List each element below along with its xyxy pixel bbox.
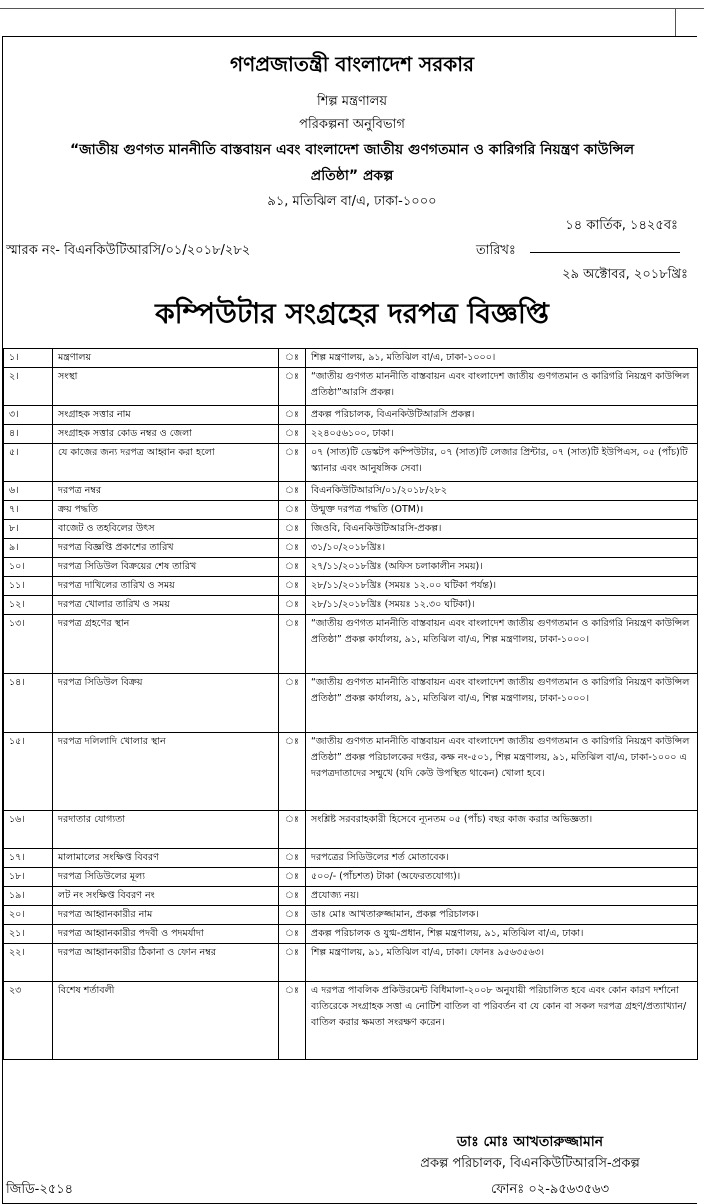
row-value: দরপত্রের সিডিউলের শর্ত মোতাবেক।	[306, 849, 698, 868]
tender-details-rows	[4, 349, 698, 1060]
row-separator: ঃ	[279, 558, 306, 577]
row-separator: ঃ	[279, 482, 306, 501]
gd-number: জিডি-২৫১৪	[6, 1182, 74, 1197]
row-label: দরপত্র দলিলাদি খোলার স্থান	[53, 733, 279, 811]
row-label: দরপত্র বিজ্ঞপ্তি প্রকাশের তারিখ	[53, 539, 279, 558]
notice-title: কম্পিউটার সংগ্রহের দরপত্র বিজ্ঞপ্তি	[155, 297, 549, 330]
row-value: শিল্প মন্ত্রণালয়, ৯১, মতিঝিল বা/এ, ঢাকা-১০০০।	[306, 349, 698, 368]
tender-details-table	[3, 348, 698, 1060]
row-value: ডাঃ মোঃ আখতারুজ্জামান, প্রকল্প পরিচালক।	[306, 906, 698, 925]
row-separator: ঃ	[279, 733, 306, 811]
row-value: জিওবি, বিএনকিউটিআরসি-প্রকল্প।	[306, 520, 698, 539]
row-label: মন্ত্রণালয়	[53, 349, 279, 368]
row-value: “জাতীয় গুণগত মাননীতি বাস্তবায়ন এবং বাংলাদেশ জাতীয় গুণগতমান ও কারিগরি নিয়ন্ত্রণ কাউন্সিল প্রতিষ্ঠা”আরসি প্রকল্প।	[306, 368, 698, 406]
row-value: শিল্প মন্ত্রণালয়, ৯১, মতিঝিল বা/এ, ঢাকা। ফোনঃ ৯৫৬৩৫৬৩।	[306, 944, 698, 982]
row-value: প্রযোজ্য নয়।	[306, 887, 698, 906]
date-label: তারিখঃ	[476, 243, 516, 258]
row-value: ৩১/১০/২০১৮খ্রিঃ।	[306, 539, 698, 558]
table-row	[4, 482, 698, 501]
row-number: ১৩।	[4, 615, 53, 674]
row-value: “জাতীয় গুণগত মাননীতি বাস্তবায়ন এবং বাংলাদেশ জাতীয় গুণগতমান ও কারিগরি নিয়ন্ত্রণ কাউন্সিল প্রতিষ্ঠা” প্রকল্প কার্যালয়, ৯১, মতিঝিল বা/এ, শিল্প মন্ত্রণালয়, ঢাকা-১০০০।	[306, 615, 698, 674]
row-separator: ঃ	[279, 406, 306, 425]
row-separator: ঃ	[279, 520, 306, 539]
row-label: বাজেট ও তহবিলের উৎস	[53, 520, 279, 539]
table-row	[4, 674, 698, 733]
row-label: দরপত্র গ্রহণের স্থান	[53, 615, 279, 674]
row-number: ২০।	[4, 906, 53, 925]
row-number: ৮।	[4, 520, 53, 539]
row-value: সংশ্লিষ্ট সরবরাহকারী হিসেবে ন্যূনতম ০৫ (পাঁচ) বছর কাজ করার অভিজ্ঞতা।	[306, 811, 698, 849]
row-number: ২১।	[4, 925, 53, 944]
row-value: ২৮/১১/২০১৮খ্রিঃ (সময়ঃ ১২.০০ ঘটিকা পর্যন্ত)।	[306, 577, 698, 596]
row-value: প্রকল্প পরিচালক, বিএনকিউটিআরসি প্রকল্প।	[306, 406, 698, 425]
row-separator: ঃ	[279, 615, 306, 674]
row-label: দরপত্র নম্বর	[53, 482, 279, 501]
row-label: ক্রয় পদ্ধতি	[53, 501, 279, 520]
signatory-designation: প্রকল্প পরিচালক, বিএনকিউটিআরসি-প্রকল্প	[420, 1156, 640, 1171]
table-row	[4, 520, 698, 539]
table-row	[4, 868, 698, 887]
table-row	[4, 596, 698, 615]
row-label: মালামালের সংক্ষিপ্ত বিবরণ	[53, 849, 279, 868]
row-label: লট নং সংক্ষিপ্ত বিবরণ নং	[53, 887, 279, 906]
row-number: ৯।	[4, 539, 53, 558]
table-row	[4, 349, 698, 368]
row-separator: ঃ	[279, 349, 306, 368]
ministry-name: শিল্প মন্ত্রণালয়	[316, 94, 388, 109]
row-separator: ঃ	[279, 577, 306, 596]
row-number: ৬।	[4, 482, 53, 501]
row-separator: ঃ	[279, 849, 306, 868]
row-value: ২৭/১১/২০১৮খ্রিঃ (অফিস চলাকালীন সময়)।	[306, 558, 698, 577]
row-separator: ঃ	[279, 368, 306, 406]
signatory-name: ডাঃ মোঃ আখতারুজ্জামান	[456, 1134, 604, 1150]
row-label: দরপত্র দাখিলের তারিখ ও সময়	[53, 577, 279, 596]
row-value: এ দরপত্র পাবলিক প্রকিউরমেন্ট বিধিমালা-২০০৮ অনুযায়ী পরিচালিত হবে এবং কোন কারণ দর্শানো ব্যতিরেকে সংগ্রাহক সত্তা এ নোটিশ বাতিল বা পরিবর্তন বা যে কোন বা সকল দরপত্র গ্রহণ/প্রত্যাখ্যান/বাতিল করার ক্ষমতা সংরক্ষণ করেন।	[306, 982, 698, 1060]
row-separator: ঃ	[279, 982, 306, 1060]
row-value: বিএনকিউটিআরসি/০১/২০১৮/২৮২	[306, 482, 698, 501]
table-row	[4, 849, 698, 868]
row-label: দরদাতার যোগ্যতা	[53, 811, 279, 849]
table-row	[4, 368, 698, 406]
row-number: ৪।	[4, 425, 53, 444]
row-value: “জাতীয় গুণগত মাননীতি বাস্তবায়ন এবং বাংলাদেশ জাতীয় গুণগতমান ও কারিগরি নিয়ন্ত্রণ কাউন্সিল প্রতিষ্ঠা” প্রকল্প কার্যালয়, ৯১, মতিঝিল বা/এ, শিল্প মন্ত্রণালয়, ঢাকা-১০০০।	[306, 674, 698, 733]
table-row	[4, 501, 698, 520]
table-row	[4, 906, 698, 925]
row-label: দরপত্র সিডিউলের মূল্য	[53, 868, 279, 887]
memo-reference: স্মারক নং- বিএনকিউটিআরসি/০১/২০১৮/২৮২	[6, 243, 251, 258]
row-number: ২২।	[4, 944, 53, 982]
table-row	[4, 425, 698, 444]
row-number: ২৩	[4, 982, 53, 1060]
table-row	[4, 944, 698, 982]
row-number: ৭।	[4, 501, 53, 520]
row-number: ১১।	[4, 577, 53, 596]
row-number: ৩।	[4, 406, 53, 425]
row-separator: ঃ	[279, 501, 306, 520]
row-separator: ঃ	[279, 596, 306, 615]
office-address: ৯১, মতিঝিল বা/এ, ঢাকা-১০০০	[267, 194, 437, 209]
row-label: সংস্থা	[53, 368, 279, 406]
row-separator: ঃ	[279, 868, 306, 887]
row-label: দরপত্র সিডিউল বিক্রয়ের শেষ তারিখ	[53, 558, 279, 577]
table-row	[4, 887, 698, 906]
row-number: ১২।	[4, 596, 53, 615]
table-row	[4, 539, 698, 558]
row-value: প্রকল্প পরিচালক ও যুগ্ম-প্রধান, শিল্প মন্ত্রণালয়, ৯১, মতিঝিল বা/এ, ঢাকা।	[306, 925, 698, 944]
table-row	[4, 615, 698, 674]
table-row	[4, 406, 698, 425]
row-number: ২।	[4, 368, 53, 406]
row-number: ১৭।	[4, 849, 53, 868]
table-row	[4, 811, 698, 849]
signatory-phone: ফোনঃ ০২-৯৫৬৩৫৬৩	[490, 1182, 610, 1197]
top-rule	[0, 8, 704, 9]
row-label: দরপত্র সিডিউল বিক্রয়	[53, 674, 279, 733]
row-value: ২৮/১১/২০১৮খ্রিঃ (সময়ঃ ১২.৩০ ঘটিকা)।	[306, 596, 698, 615]
row-separator: ঃ	[279, 444, 306, 482]
row-separator: ঃ	[279, 887, 306, 906]
row-number: ১।	[4, 349, 53, 368]
government-heading: গণপ্রজাতন্ত্রী বাংলাদেশ সরকার	[230, 52, 474, 76]
row-label: বিশেষ শর্তাবলী	[53, 982, 279, 1060]
row-label: দরপত্র আহ্বানকারীর পদবী ও পদমর্যাদা	[53, 925, 279, 944]
table-row	[4, 577, 698, 596]
row-number: ৫।	[4, 444, 53, 482]
top-corner-rule	[675, 8, 696, 36]
row-label: যে কাজের জন্য দরপত্র আহ্বান করা হলো	[53, 444, 279, 482]
row-label: সংগ্রাহক সত্তার কোড নম্বর ও জেলা	[53, 425, 279, 444]
row-label: সংগ্রাহক সত্তার নাম	[53, 406, 279, 425]
row-number: ১৯।	[4, 887, 53, 906]
row-label: দরপত্র আহ্বানকারীর নাম	[53, 906, 279, 925]
row-separator: ঃ	[279, 539, 306, 558]
row-label: দরপত্র খোলার তারিখ ও সময়	[53, 596, 279, 615]
row-value: ৫০০/- (পাঁচশত) টাকা (অফেরতযোগ্য)।	[306, 868, 698, 887]
row-value: ২২৪০৫৬১০০, ঢাকা।	[306, 425, 698, 444]
project-title-line1: “জাতীয় গুণগত মাননীতি বাস্তবায়ন এবং বাংলাদেশ জাতীয় গুণগতমান ও কারিগরি নিয়ন্ত্রণ কাউন্সিল	[69, 142, 635, 158]
row-separator: ঃ	[279, 925, 306, 944]
table-row	[4, 733, 698, 811]
row-value: “জাতীয় গুণগত মাননীতি বাস্তবায়ন এবং বাংলাদেশ জাতীয় গুণগতমান ও কারিগরি নিয়ন্ত্রণ কাউন্সিল প্রতিষ্ঠা” প্রকল্প পরিচালকের দপ্তর, কক্ষ নং-৫০১, শিল্প মন্ত্রণালয়, ৯১, মতিঝিল বা/এ, ঢাকা-১০০০ এ দরপত্রদাতাদের সম্মুখে (যদি কেউ উপস্থিত থাকেন) খোলা হবে।	[306, 733, 698, 811]
division-name: পরিকল্পনা অনুবিভাগ	[299, 117, 405, 132]
row-number: ১০।	[4, 558, 53, 577]
table-row	[4, 925, 698, 944]
row-separator: ঃ	[279, 811, 306, 849]
row-number: ১৬।	[4, 811, 53, 849]
project-title-line2: প্রতিষ্ঠা” প্রকল্প	[310, 168, 394, 184]
row-value: উন্মুক্ত দরপত্র পদ্ধতি (OTM)।	[306, 501, 698, 520]
row-number: ১৫।	[4, 733, 53, 811]
row-separator: ঃ	[279, 425, 306, 444]
date-bangla: ১৪ কার্তিক, ১৪২৫বঃ	[565, 218, 678, 233]
table-row	[4, 558, 698, 577]
row-separator: ঃ	[279, 674, 306, 733]
date-english: ২৯ অক্টোবর, ২০১৮খ্রিঃ	[562, 267, 688, 282]
row-number: ১৪।	[4, 674, 53, 733]
table-row	[4, 444, 698, 482]
date-divider	[530, 252, 680, 253]
row-separator: ঃ	[279, 944, 306, 982]
row-separator: ঃ	[279, 906, 306, 925]
row-label: দরপত্র আহ্বানকারীর ঠিকানা ও ফোন নম্বর	[53, 944, 279, 982]
row-number: ১৮।	[4, 868, 53, 887]
row-value: ০৭ (সাত)টি ডেস্কটপ কম্পিউটার, ০৭ (সাত)টি লেজার প্রিন্টার, ০৭ (সাত)টি ইউপিএস, ০৫ (পাঁচ)টি স্ক্যানার এবং আনুষঙ্গিক সেবা।	[306, 444, 698, 482]
table-row	[4, 982, 698, 1060]
